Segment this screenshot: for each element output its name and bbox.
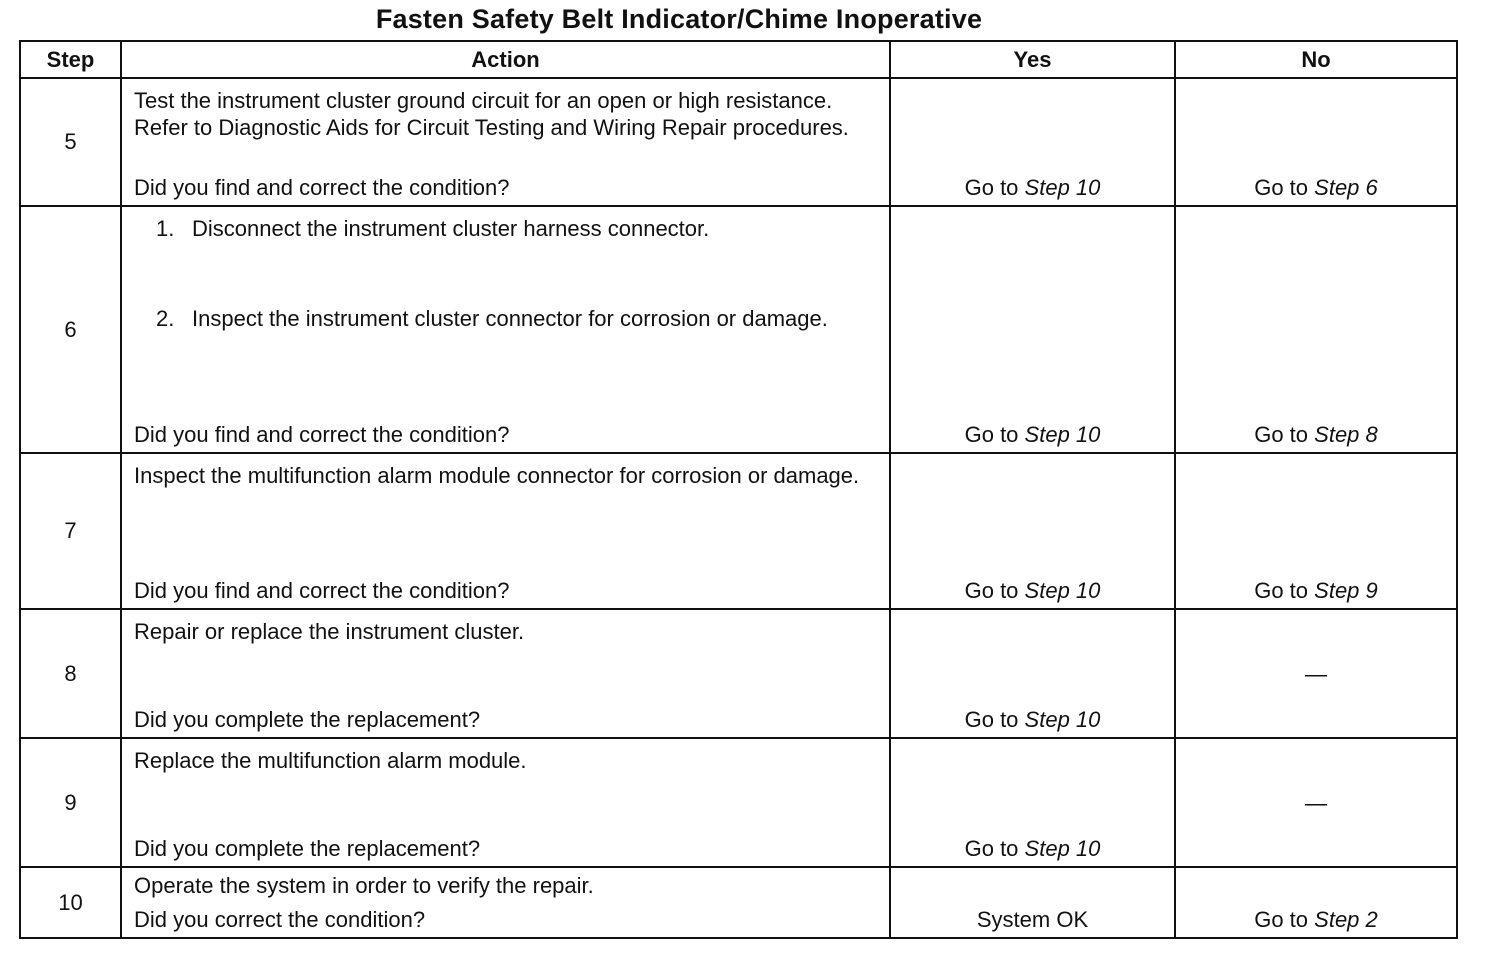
yes-result: System OK: [976, 907, 1089, 932]
step-number: 7: [20, 453, 121, 609]
action-cell: [121, 738, 890, 867]
yes-cell: [890, 206, 1175, 453]
action-text: Operate the system in order to verify the repair.: [134, 873, 594, 898]
table-row-step-6: [20, 206, 1457, 453]
step-reference: Step 10: [1024, 707, 1101, 732]
no-result-dash: —: [1305, 790, 1327, 815]
table-row-step-7: [20, 453, 1457, 609]
action-question: Did you find and correct the condition?: [134, 175, 510, 200]
action-substeps: [134, 215, 877, 332]
table-row-step-9: [20, 738, 1457, 867]
action-question: Did you complete the replacement?: [134, 836, 481, 861]
action-cell: [121, 206, 890, 453]
step-reference: Step 2: [1314, 907, 1378, 932]
no-cell: [1175, 453, 1457, 609]
header-action: Action: [121, 41, 890, 78]
no-cell: [1175, 206, 1457, 453]
step-reference: Step 10: [1024, 578, 1101, 603]
diagnostic-table: [19, 40, 1458, 939]
action-question: Did you correct the condition?: [134, 907, 426, 932]
substep-item: 2. Inspect the instrument cluster connector for corrosion or damage.: [156, 306, 828, 331]
yes-result: Go to Step 10: [964, 175, 1101, 200]
yes-result: Go to Step 10: [964, 422, 1101, 447]
yes-result: Go to Step 10: [964, 707, 1101, 732]
step-reference: Step 10: [1024, 422, 1101, 447]
substep-item: 1. Disconnect the instrument cluster harness connector.: [156, 216, 710, 241]
action-cell: [121, 609, 890, 738]
page-title: Fasten Safety Belt Indicator/Chime Inoperative: [375, 4, 983, 34]
action-question: Did you find and correct the condition?: [134, 578, 510, 603]
header-step: Step: [20, 41, 121, 78]
no-result: Go to Step 6: [1254, 175, 1378, 200]
step-number: 8: [20, 609, 121, 738]
step-reference: Step 9: [1314, 578, 1378, 603]
action-question: Did you complete the replacement?: [134, 707, 481, 732]
no-result: Go to Step 8: [1254, 422, 1378, 447]
action-text: Test the instrument cluster ground circuit for an open or high resistance. Refer to Diagnostic Aids for Circuit Testing and Wiring Repair procedures.: [134, 88, 849, 140]
step-reference: Step 6: [1314, 175, 1378, 200]
step-reference: Step 10: [1024, 836, 1101, 861]
yes-cell: [890, 609, 1175, 738]
no-result: Go to Step 2: [1254, 907, 1378, 932]
no-result: Go to Step 9: [1254, 578, 1378, 603]
yes-result: Go to Step 10: [964, 578, 1101, 603]
header-no: No: [1175, 41, 1457, 78]
step-number: 6: [20, 206, 121, 453]
step-number: 9: [20, 738, 121, 867]
no-cell: [1175, 78, 1457, 206]
action-cell: [121, 867, 890, 938]
yes-cell: [890, 453, 1175, 609]
yes-result: Go to Step 10: [964, 836, 1101, 861]
step-reference: Step 8: [1314, 422, 1378, 447]
action-text: Repair or replace the instrument cluster.: [134, 619, 525, 644]
yes-cell: [890, 867, 1175, 938]
header-yes: Yes: [890, 41, 1175, 78]
table-row-step-8: [20, 609, 1457, 738]
table-row-step-10: [20, 867, 1457, 938]
step-number: 10: [20, 867, 121, 938]
action-cell: [121, 453, 890, 609]
action-cell: [121, 78, 890, 206]
no-cell: [1175, 738, 1457, 867]
action-text: Inspect the multifunction alarm module connector for corrosion or damage.: [134, 463, 860, 488]
table-row-step-5: [20, 78, 1457, 206]
action-question: Did you find and correct the condition?: [134, 422, 510, 447]
action-text: Replace the multifunction alarm module.: [134, 748, 527, 773]
step-number: 5: [20, 78, 121, 206]
no-cell: [1175, 609, 1457, 738]
yes-cell: [890, 78, 1175, 206]
step-reference: Step 10: [1024, 175, 1101, 200]
yes-cell: [890, 738, 1175, 867]
no-result-dash: —: [1305, 661, 1327, 686]
no-cell: [1175, 867, 1457, 938]
header-row: [20, 41, 1457, 78]
